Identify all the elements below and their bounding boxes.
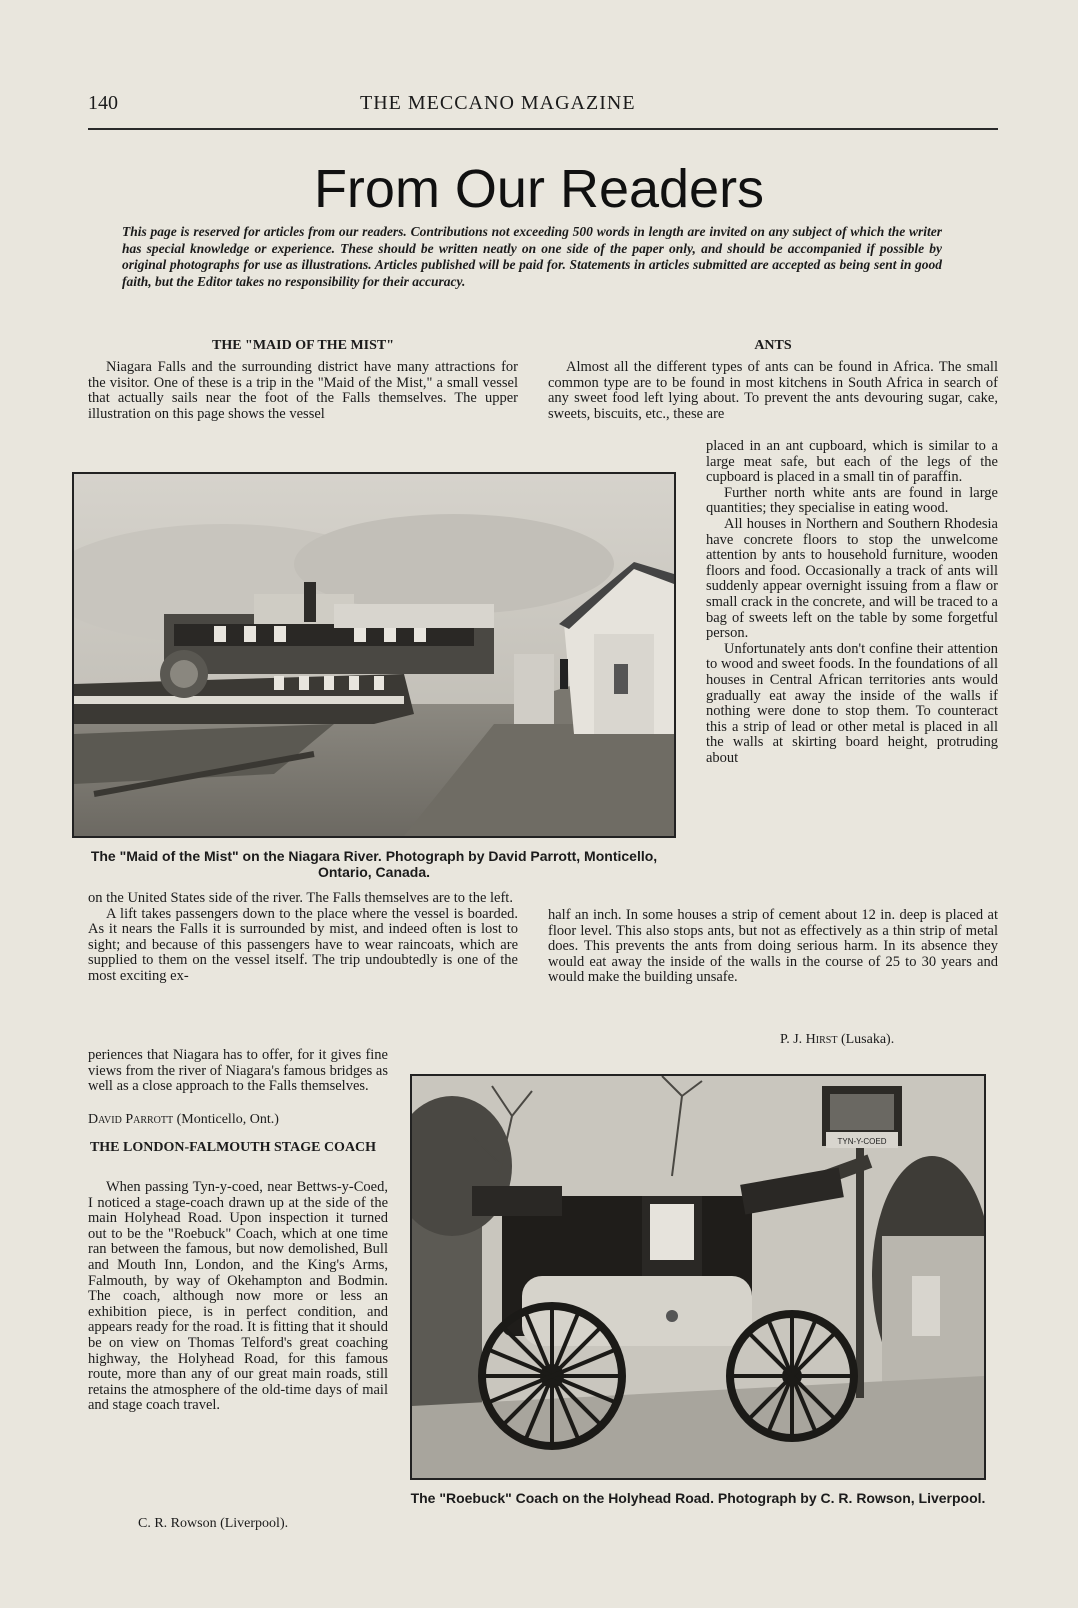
page-title: From Our Readers: [313, 159, 765, 219]
maid-para1-text: Niagara Falls and the surrounding district have many attractions for the visitor. One of these is a trip in the "Maid of the Mist," a small vessel that actually sails near the foot of the Falls themselves. The upper illustration on this page shows the vessel: [88, 359, 518, 422]
ants-para1b-text: placed in an ant cupboard, which is similar to a large meat safe, but each of the legs of the cupboard is placed in a small tin of paraffin.: [706, 438, 998, 486]
ants-narrow-column: [706, 439, 998, 766]
intro-text: This page is reserved for articles from our readers. Contributions not exceeding 500 words in length are invited on any subject of which the writer has special knowledge or experience. These should be written neatly on one side of the paper only, and should be accompanied if possible by original photographs for use as illustrations. Articles published will be paid for. Statements in articles submitted are accepted as being sent in good faith, but the Editor takes no responsibility for their accuracy.: [122, 224, 942, 289]
maid-author-place: (Monticello, Ont.): [176, 1112, 279, 1127]
ants-para2-text: Further north white ants are found in large quantities; they specialise in eating wood.: [706, 484, 998, 517]
coach-author-place: (Liverpool).: [220, 1516, 289, 1531]
running-title: THE MECCANO MAGAZINE: [360, 92, 636, 114]
maid-signature: [88, 1112, 388, 1128]
ants-author: P. J. Hirst: [780, 1032, 838, 1047]
maid-of-the-mist-photo: [72, 472, 676, 838]
maid-caption: The "Maid of the Mist" on the Niagara River. Photograph by David Parrott, Monticello, Ontario, Canada.: [90, 848, 658, 880]
coach-heading: THE LONDON-FALMOUTH STAGE COACH: [89, 1140, 377, 1155]
ants-para1a-text: Almost all the different types of ants can be found in Africa. The small common type are to be found in most kitchens in South Africa in search of any sweet food left lying about. To prevent the ants devouring sugar, cake, sweets, biscuits, etc., these are: [548, 359, 998, 422]
page-number: 140: [88, 92, 118, 114]
maid-para2b-text: periences that Niagara has to offer, for it gives fine views from the river of Niagara's famous bridges as well as a close approach to the Falls themselves.: [88, 1047, 388, 1095]
maid-para1: [88, 360, 518, 422]
ants-para3-text: All houses in Northern and Southern Rhodesia have concrete floors to stop the unwelcome attention by ants to household furniture, wooden floors and food. Occasionally a track of ants will suddenly appear overnight issuing from a flaw or small crack in the concrete, and will be traced to a bag of sweets left on the table by some forgetful person.: [706, 515, 998, 642]
coach-photo-image: [412, 1076, 984, 1478]
maid-para2a-text: A lift takes passengers down to the place where the vessel is boarded. As it nears the Falls it is surrounded by mist, and indeed often is lost to sight; and because of this passengers have to wear raincoats, which are supplied to them on the vessel itself. The trip undoubtedly is one of the most exciting ex-: [88, 905, 518, 984]
coach-caption: The "Roebuck" Coach on the Holyhead Road. Photograph by C. R. Rowson, Liverpool.: [410, 1490, 986, 1506]
maid-para1-cont: [88, 891, 518, 985]
ants-author-place: (Lusaka).: [840, 1032, 895, 1047]
coach-body: [88, 1180, 388, 1414]
ants-signature: [780, 1032, 1000, 1048]
coach-signature: [138, 1516, 398, 1532]
roebuck-coach-photo: [410, 1074, 986, 1480]
coach-body-text: When passing Tyn-y-coed, near Bettws-y-Coed, I noticed a stage-coach drawn up at the side of the main Holyhead Road. Upon inspection it turned out to be the "Roebuck" Coach, which at one time ran between the famous, but now demolished, Bull and Mouth Inn, London, and the King's Arms, Falmouth, by way of Okehampton and Bodmin. The coach, although now more or less an exhibition piece, is in perfect condition, and appears ready for the road. It is fitting that it should be on view on Thomas Telford's great coaching highway, the Holyhead Road, for this famous route, more than any of our great main roads, still retains the atmosphere of the old-time days of mail and stage coach travel.: [88, 1179, 388, 1414]
coach-front-wheel: [482, 1306, 622, 1446]
header-rule: [88, 128, 998, 130]
ants-para4b: [548, 908, 998, 986]
ants-para4a-text: Unfortunately ants don't confine their attention to wood and sweet foods. In the foundations of all houses in Central African territories ants would gradually eat away the inside of the walls if nothing were done to stop them. To counteract this a strip of lead or other metal is placed in all the walls at skirting board height, protruding about: [706, 640, 998, 766]
ants-heading: ANTS: [754, 338, 792, 353]
maid-author: David Parrott: [88, 1112, 174, 1127]
maid-photo-image: [74, 474, 674, 836]
ants-para1a: [548, 360, 998, 422]
maid-para2b: [88, 1048, 388, 1095]
ants-para4b-text: half an inch. In some houses a strip of cement about 12 in. deep is placed at floor level. This also stops ants, but not as effectively as a thin strip of metal does. This prevents the ants from doing serious harm. In its absence they would eat away the inside of the walls in the course of 25 to 30 years and would make the building unsafe.: [548, 907, 998, 986]
coach-rear-wheel: [730, 1314, 854, 1438]
sign-text: TYN-Y-COED: [837, 1137, 887, 1146]
maid-heading: THE "MAID OF THE MIST": [211, 338, 394, 353]
coach-author: C. R. Rowson: [138, 1516, 217, 1531]
maid-para1-cont-text: on the United States side of the river. The Falls themselves are to the left.: [88, 890, 513, 906]
